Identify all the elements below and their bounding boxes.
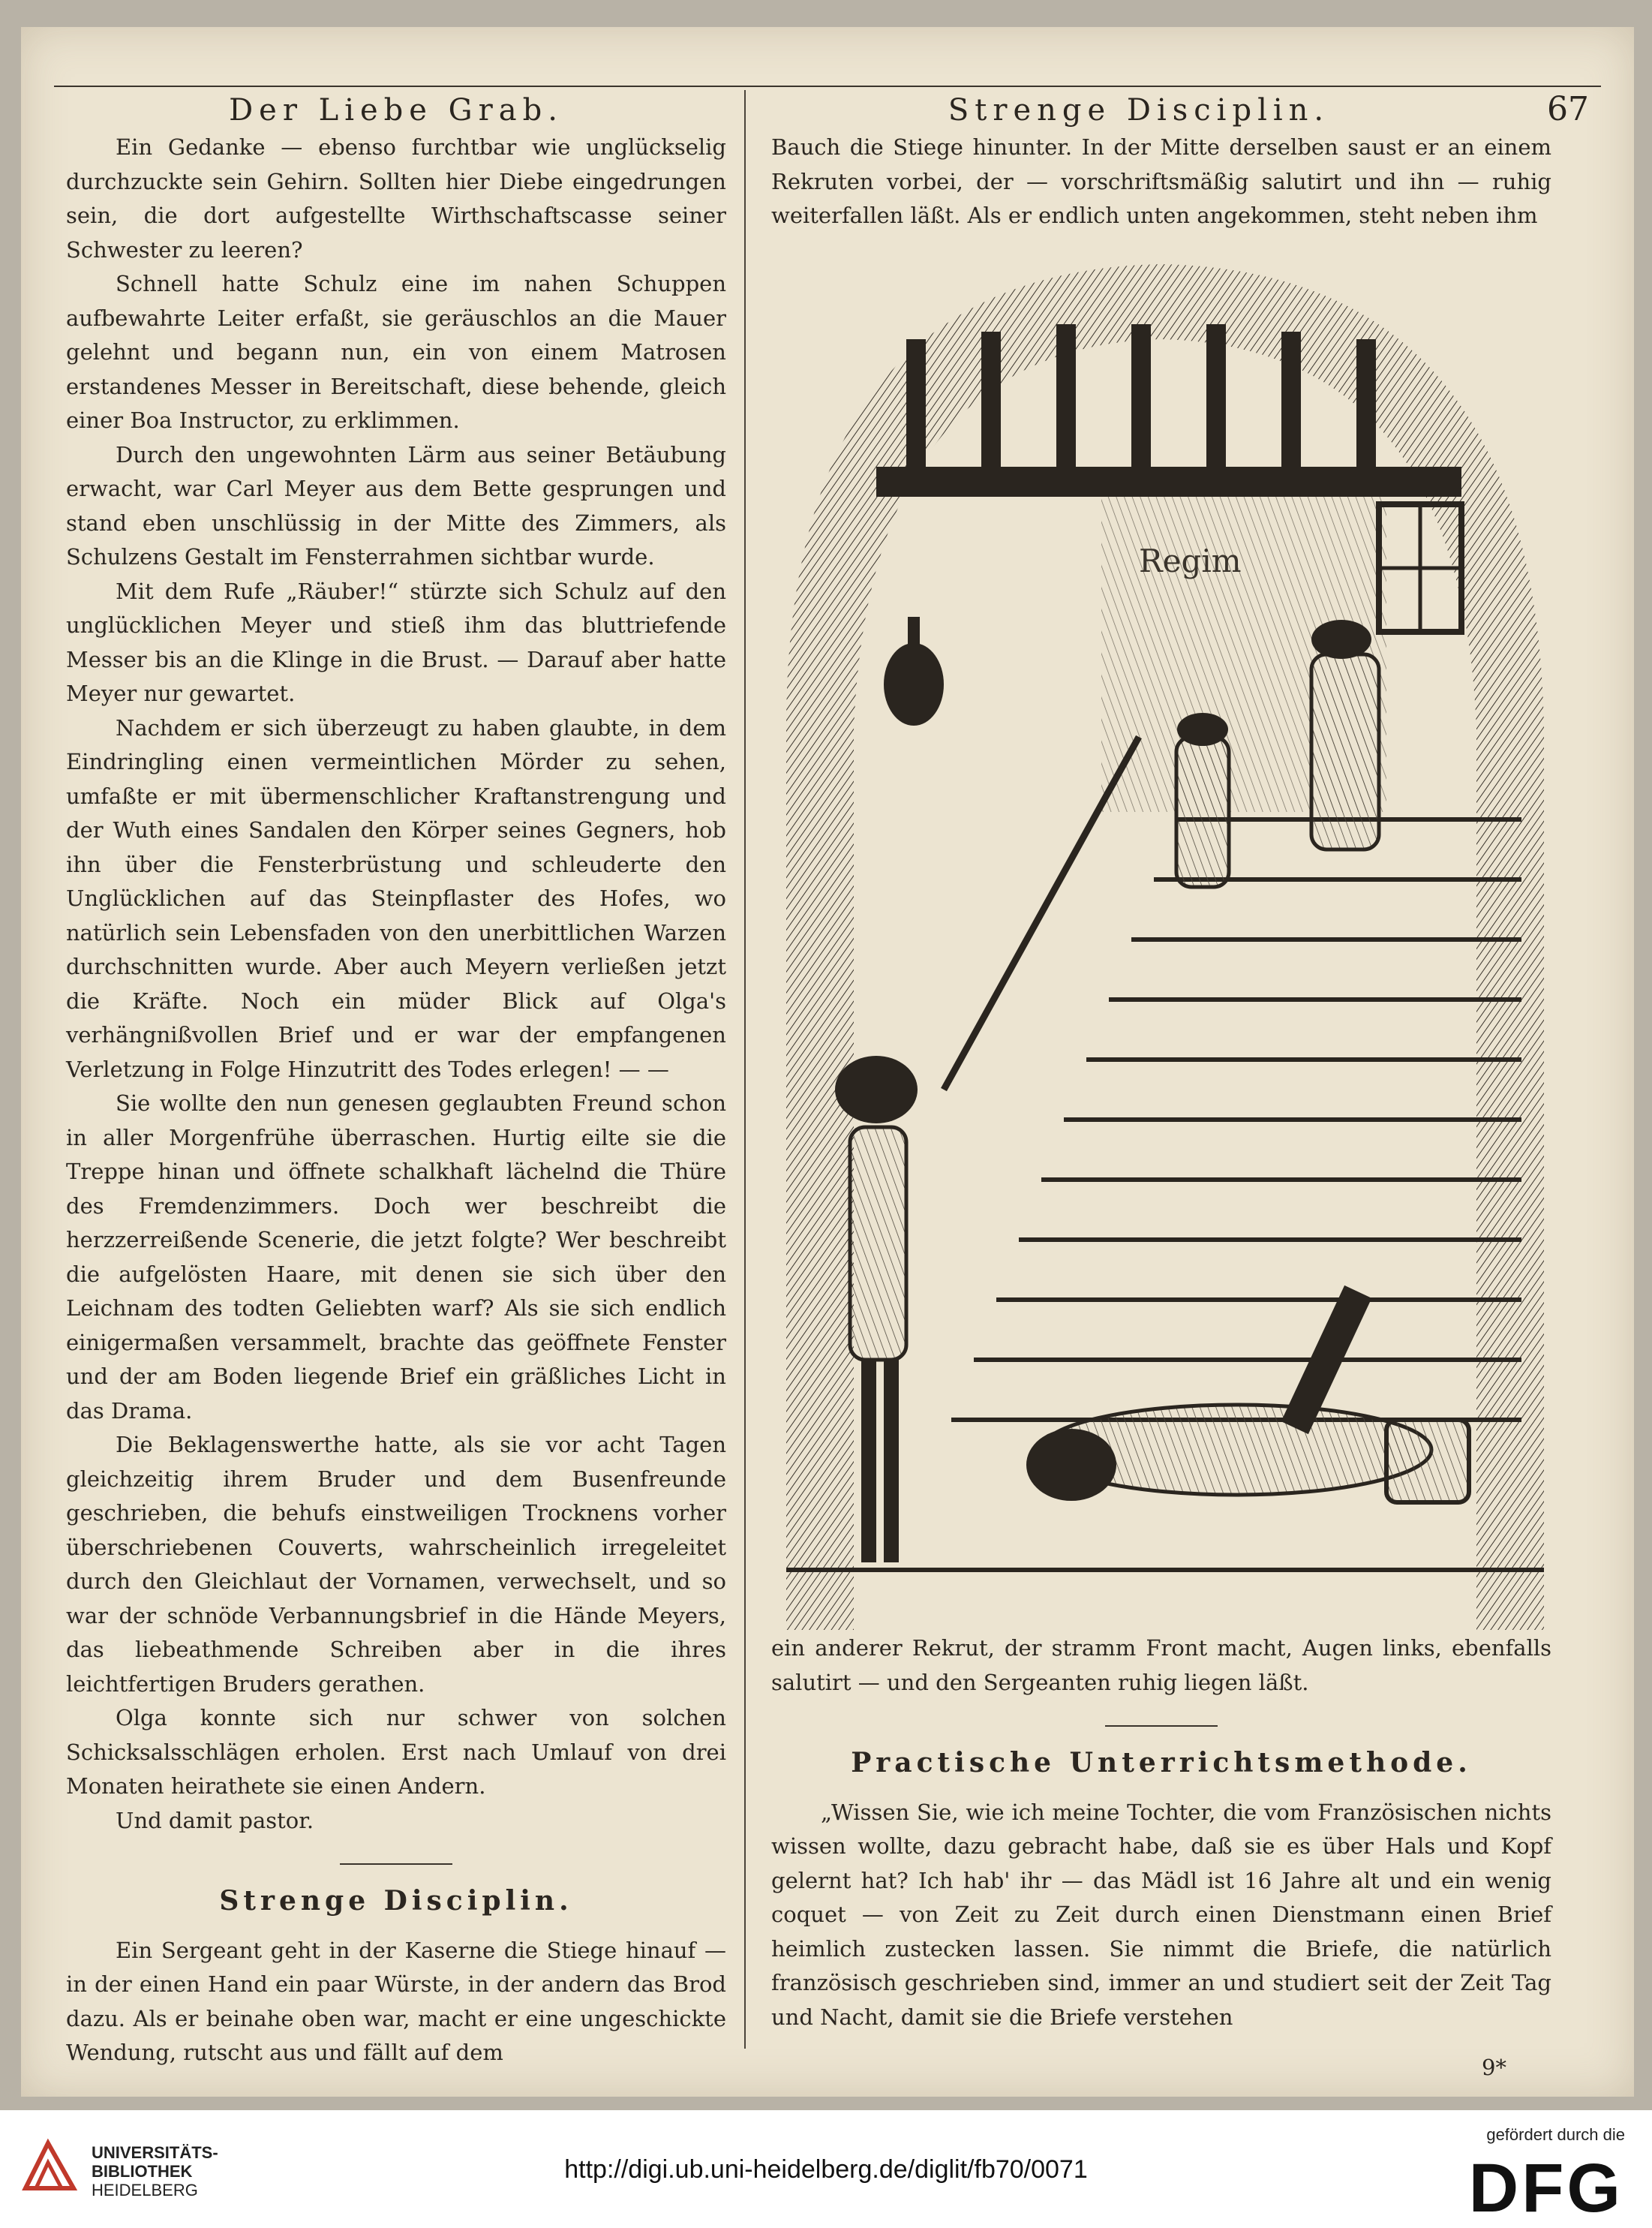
paragraph: Die Beklagenswerthe hatte, als sie vor acht Tagen gleichzeitig ihrem Bruder und dem Busenfreunde geschrieben, die behufs einstweiligen Trocknens vorher überschriebenen Couverts, wahrscheinlich irregeleitet durch den Gleichlaut der Vornamen, verwechselt, und so war der schnöde Verbannungsbrief in die Hände Meyers, das liebeathmende Schreiben aber in die ihres leichtfertigen Bruders gerathen.: [66, 1432, 726, 1697]
fallen-sergeant: [1026, 1285, 1431, 1501]
paragraph: Olga konnte sich nur schwer von solchen Schicksalsschlägen erholen. Erst nach Umlauf von drei Monaten heirathete sie einen Andern.: [66, 1705, 726, 1799]
paragraph: Sie wollte den nun genesen geglaubten Freund schon in aller Morgenfrühe überraschen. Hurtig eilte sie die Treppe hinan und öffnete schalkhaft lächelnd die Thüre des Fremdenzimmers. Doch wer beschreibt die herzzerreißende Scenerie, die jetzt folgte? Wer beschreibt die aufgelösten Haare, mit denen sie sich über den Leichnam des todten Geliebten warf? Als sie sich endlich einigermaßen versammelt, brachte das geöffnete Fenster und der am Boden liegende Brief ein gräßliches Licht in das Drama.: [66, 1090, 726, 1424]
running-head-left: Der Liebe Grab.: [229, 93, 563, 128]
left-column: [66, 131, 726, 2070]
paragraph: Ein Gedanke — ebenso furchtbar wie unglückselig durchzuckte sein Gehirn. Sollten hier Diebe eingedrungen sein, die dort aufgestellte Wirthschaftscasse seiner Schwester zu leeren?: [66, 134, 726, 263]
paragraph: Ein Sergeant geht in der Kaserne die Stiege hinauf — in der einen Hand ein paar Würste, in der andern das Brod dazu. Als er beinahe oben war, macht er eine ungeschickte Wendung, rutscht aus und fällt auf dem: [66, 1937, 726, 2065]
library-name-line: HEIDELBERG: [92, 2181, 198, 2199]
regiment-sign: Regim: [1139, 543, 1242, 579]
section-title-strenge-disciplin: Strenge Disciplin.: [219, 1885, 573, 1917]
dfg-logo: DFG: [1468, 2150, 1623, 2226]
column-divider: [744, 90, 746, 2049]
paragraph: Durch den ungewohnten Lärm aus seiner Betäubung erwacht, war Carl Meyer aus dem Bette gesprungen und stand eben unschlüssig in der Mitte des Zimmers, als Schulzens Gestalt im Fensterrahmen sichtbar wurde.: [66, 441, 726, 570]
section-separator: [340, 1863, 452, 1865]
paragraph: „Wissen Sie, wie ich meine Tochter, die vom Französischen nichts wissen wollte, dazu gebracht habe, daß sie es über Hals und Kopf gelernt hat? Ich hab' ihr — das Mädl ist 16 Jahre alt und ein wenig coquet — von Zeit zu Zeit durch einen Dienstmann einen Brief heimlich zustecken lassen. Sie nimmt die Briefe, die natürlich französisch geschrieben sind, immer an und studiert seit der Zeit Tag und Nacht, damit sie die Briefe verstehen: [771, 1799, 1551, 2030]
staircase: [951, 819, 1521, 1420]
paragraph: Nachdem er sich überzeugt zu haben glaubte, in dem Eindringling einen vermeintlichen Mörder zu sehen, umfaßte er mit übermenschlicher Kraftanstrengung und der Wuth eines Sandalen den Körper seines Gegners, hob ihn über die Fensterbrüstung und schleuderte den Unglücklichen auf das Steinpflaster des Hofes, wo natürlich sein Lebensfaden von den unerbittlichen Warzen durchschnitten wurde. Aber auch Meyern verließen jetzt die Kräfte. Noch ein müder Blick auf Olga's verhängnißvollen Brief und er war der empfangenen Verletzung in Folge Hinzutritt des Todes erlegen! — —: [66, 714, 726, 1082]
signature-mark: 9*: [1482, 2055, 1506, 2080]
paragraph: Und damit pastor.: [116, 1807, 314, 1833]
library-name-line: BIBLIOTHEK: [92, 2162, 193, 2181]
paragraph: Bauch die Stiege hinunter. In der Mitte derselben saust er an einem Rekruten vorbei, der — vorschriftsmäßig salutirt und ihn — ruhig weiterfallen läßt. Als er endlich unten angekommen, steht neben ihm: [771, 134, 1551, 228]
digitization-footer: [0, 2110, 1652, 2228]
wall-lamp: [884, 617, 944, 726]
top-rule: [54, 86, 1601, 87]
scanned-page: [21, 27, 1634, 2097]
right-column-top: [771, 131, 1551, 233]
illustration-caption-paragraph: ein anderer Rekrut, der stramm Front macht, Augen links, ebenfalls salutirt — und den Sergeanten ruhig liegen läßt.: [771, 1635, 1551, 1695]
library-name-line: UNIVERSITÄTS-: [92, 2143, 218, 2162]
right-column-bottom: [771, 1631, 1551, 2085]
running-head-right: Strenge Disciplin.: [948, 93, 1330, 128]
source-url-link[interactable]: http://digi.ub.uni-heidelberg.de/diglit/fb70/0071: [564, 2155, 1088, 2184]
page-number: 67: [1547, 90, 1589, 128]
section-title-practische-unterrichtsmethode: Practische Unterrichtsmethode.: [851, 1747, 1472, 1778]
woodcut-illustration-stairway: [786, 249, 1544, 1630]
paragraph: Schnell hatte Schulz eine im nahen Schuppen aufbewahrte Leiter erfaßt, sie geräuschlos an die Mauer gelehnt und begann nun, ein von einem Matrosen erstandenes Messer in Bereitschaft, diese behende, gleich einer Boa Instructor, zu erklimmen.: [66, 271, 726, 433]
paragraph: Mit dem Rufe „Räuber!“ stürzte sich Schulz auf den unglücklichen Meyer und stieß ihm das bluttriefende Messer bis an die Klinge in die Brust. — Darauf aber hatte Meyer nur gewartet.: [66, 578, 726, 706]
section-separator: [1105, 1725, 1218, 1727]
funded-by-label: gefördert durch die: [1486, 2125, 1625, 2144]
handrail: [944, 737, 1139, 1090]
bucket: [1386, 1420, 1469, 1502]
